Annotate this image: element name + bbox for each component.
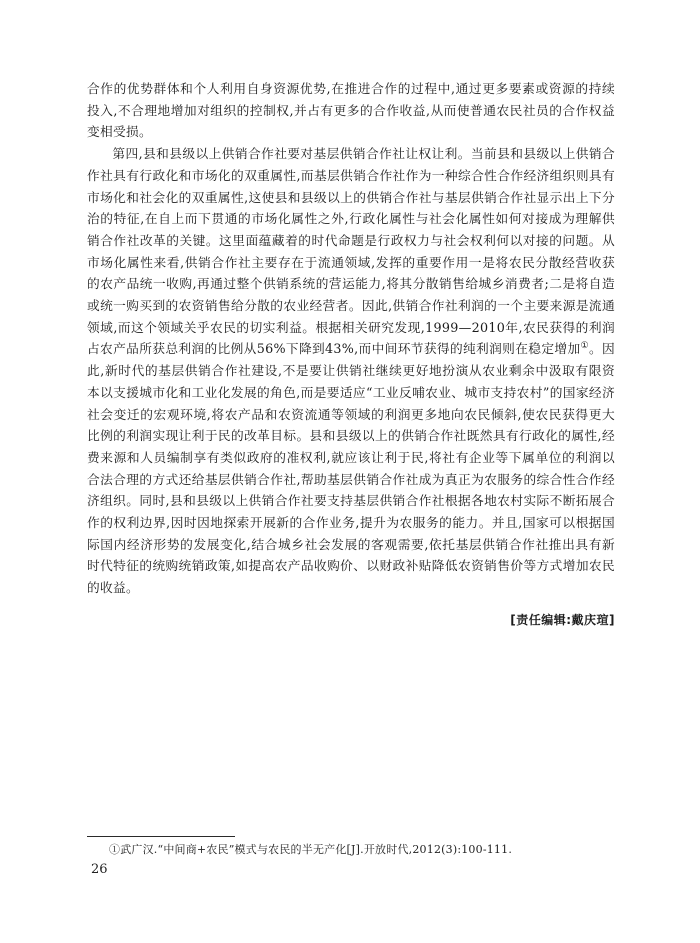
paragraph-continuation: 合作的优势群体和个人利用自身资源优势,在推进合作的过程中,通过更多要素或资源的持续投入,不合理地增加对组织的控制权,并占有更多的合作收益,从而使普通农民社员的合作权益变相受损。 <box>87 81 615 140</box>
responsible-editor-credit: [责任编辑:戴庆瑄] <box>510 612 615 627</box>
paragraph-text-continued: 。因此,新时代的基层供销合作社建设,不是要让供销社继续更好地扮演从农业剩余中汲取有限资本以支援城市化和工业化发展的角色,而是要适应“工业反哺农业、城市支持农村”的国家经济社会变迁的宏观环境,将农产品和农资流通等领域的利润更多地向农民倾斜,使农民获得更大比例的利润实现让利于民的改革目标。县和县级以上的供销合作社既然具有行政化的属性,经费来源和人员编制享有类似政府的准权利,就应该让利于民,将社有企业等下属单位的利润以合法合理的方式还给基层供销合作社,帮助基层供销合作社成为真正为农服务的综合性合作经济组织。同时,县和县级以上供销合作社要支持基层供销合作社根据各地农村实际不断拓展合作的权利边界,因时因地探索开展新的合作业务,提升为农服务的能力。并且,国家可以根据国际国内经济形势的发展变化,结合城乡社会发展的客观需要,依托基层供销合作社推出具有新时代特征的统购统销政策,如提高农产品收购价、以财政补贴降低农资销售价等方式增加农民的收益。 <box>87 341 615 596</box>
footnote-reference-marker: ① <box>580 341 589 352</box>
footnote-divider <box>87 836 235 837</box>
page-number: 26 <box>91 862 108 877</box>
footnote-citation: ①武广汉.“中间商+农民”模式与农民的半无产化[J].开放时代,2012(3):100-111. <box>109 843 513 856</box>
paragraph-text: 第四,县和县级以上供销合作社要对基层供销合作社让权让利。当前县和县级以上供销合作社具有行政化和市场化的双重属性,而基层供销合作社作为一种综合性合作经济组织则具有市场化和社会化的双重属性,这使县和县级以上的供销合作社与基层供销合作社显示出上下分治的特征,在自上而下贯通的市场化属性之外,行政化属性与社会化属性如何对接成为理解供销合作社改革的关键。这里面蕴藏着的时代命题是行政权力与社会权利何以对接的问题。从市场化属性来看,供销合作社主要存在于流通领域,发挥的重要作用一是将农民分散经营收获的农产品统一收购,再通过整个供销系统的营运能力,将其分散销售给城乡消费者;二是将自造或统一购买到的农资销售给分散的农业经营者。因此,供销合作社利润的一个主要来源是流通领域,而这个领域关乎农民的切实利益。根据相关研究发现,1999—2010年,农民获得的利润占农产品所获总利润的比例从56%下降到43%,而中间环节获得的纯利润则在稳定增加 <box>87 146 615 357</box>
paragraph-fourth-point <box>87 143 615 599</box>
article-body <box>87 78 615 632</box>
footnote-area <box>87 836 615 857</box>
